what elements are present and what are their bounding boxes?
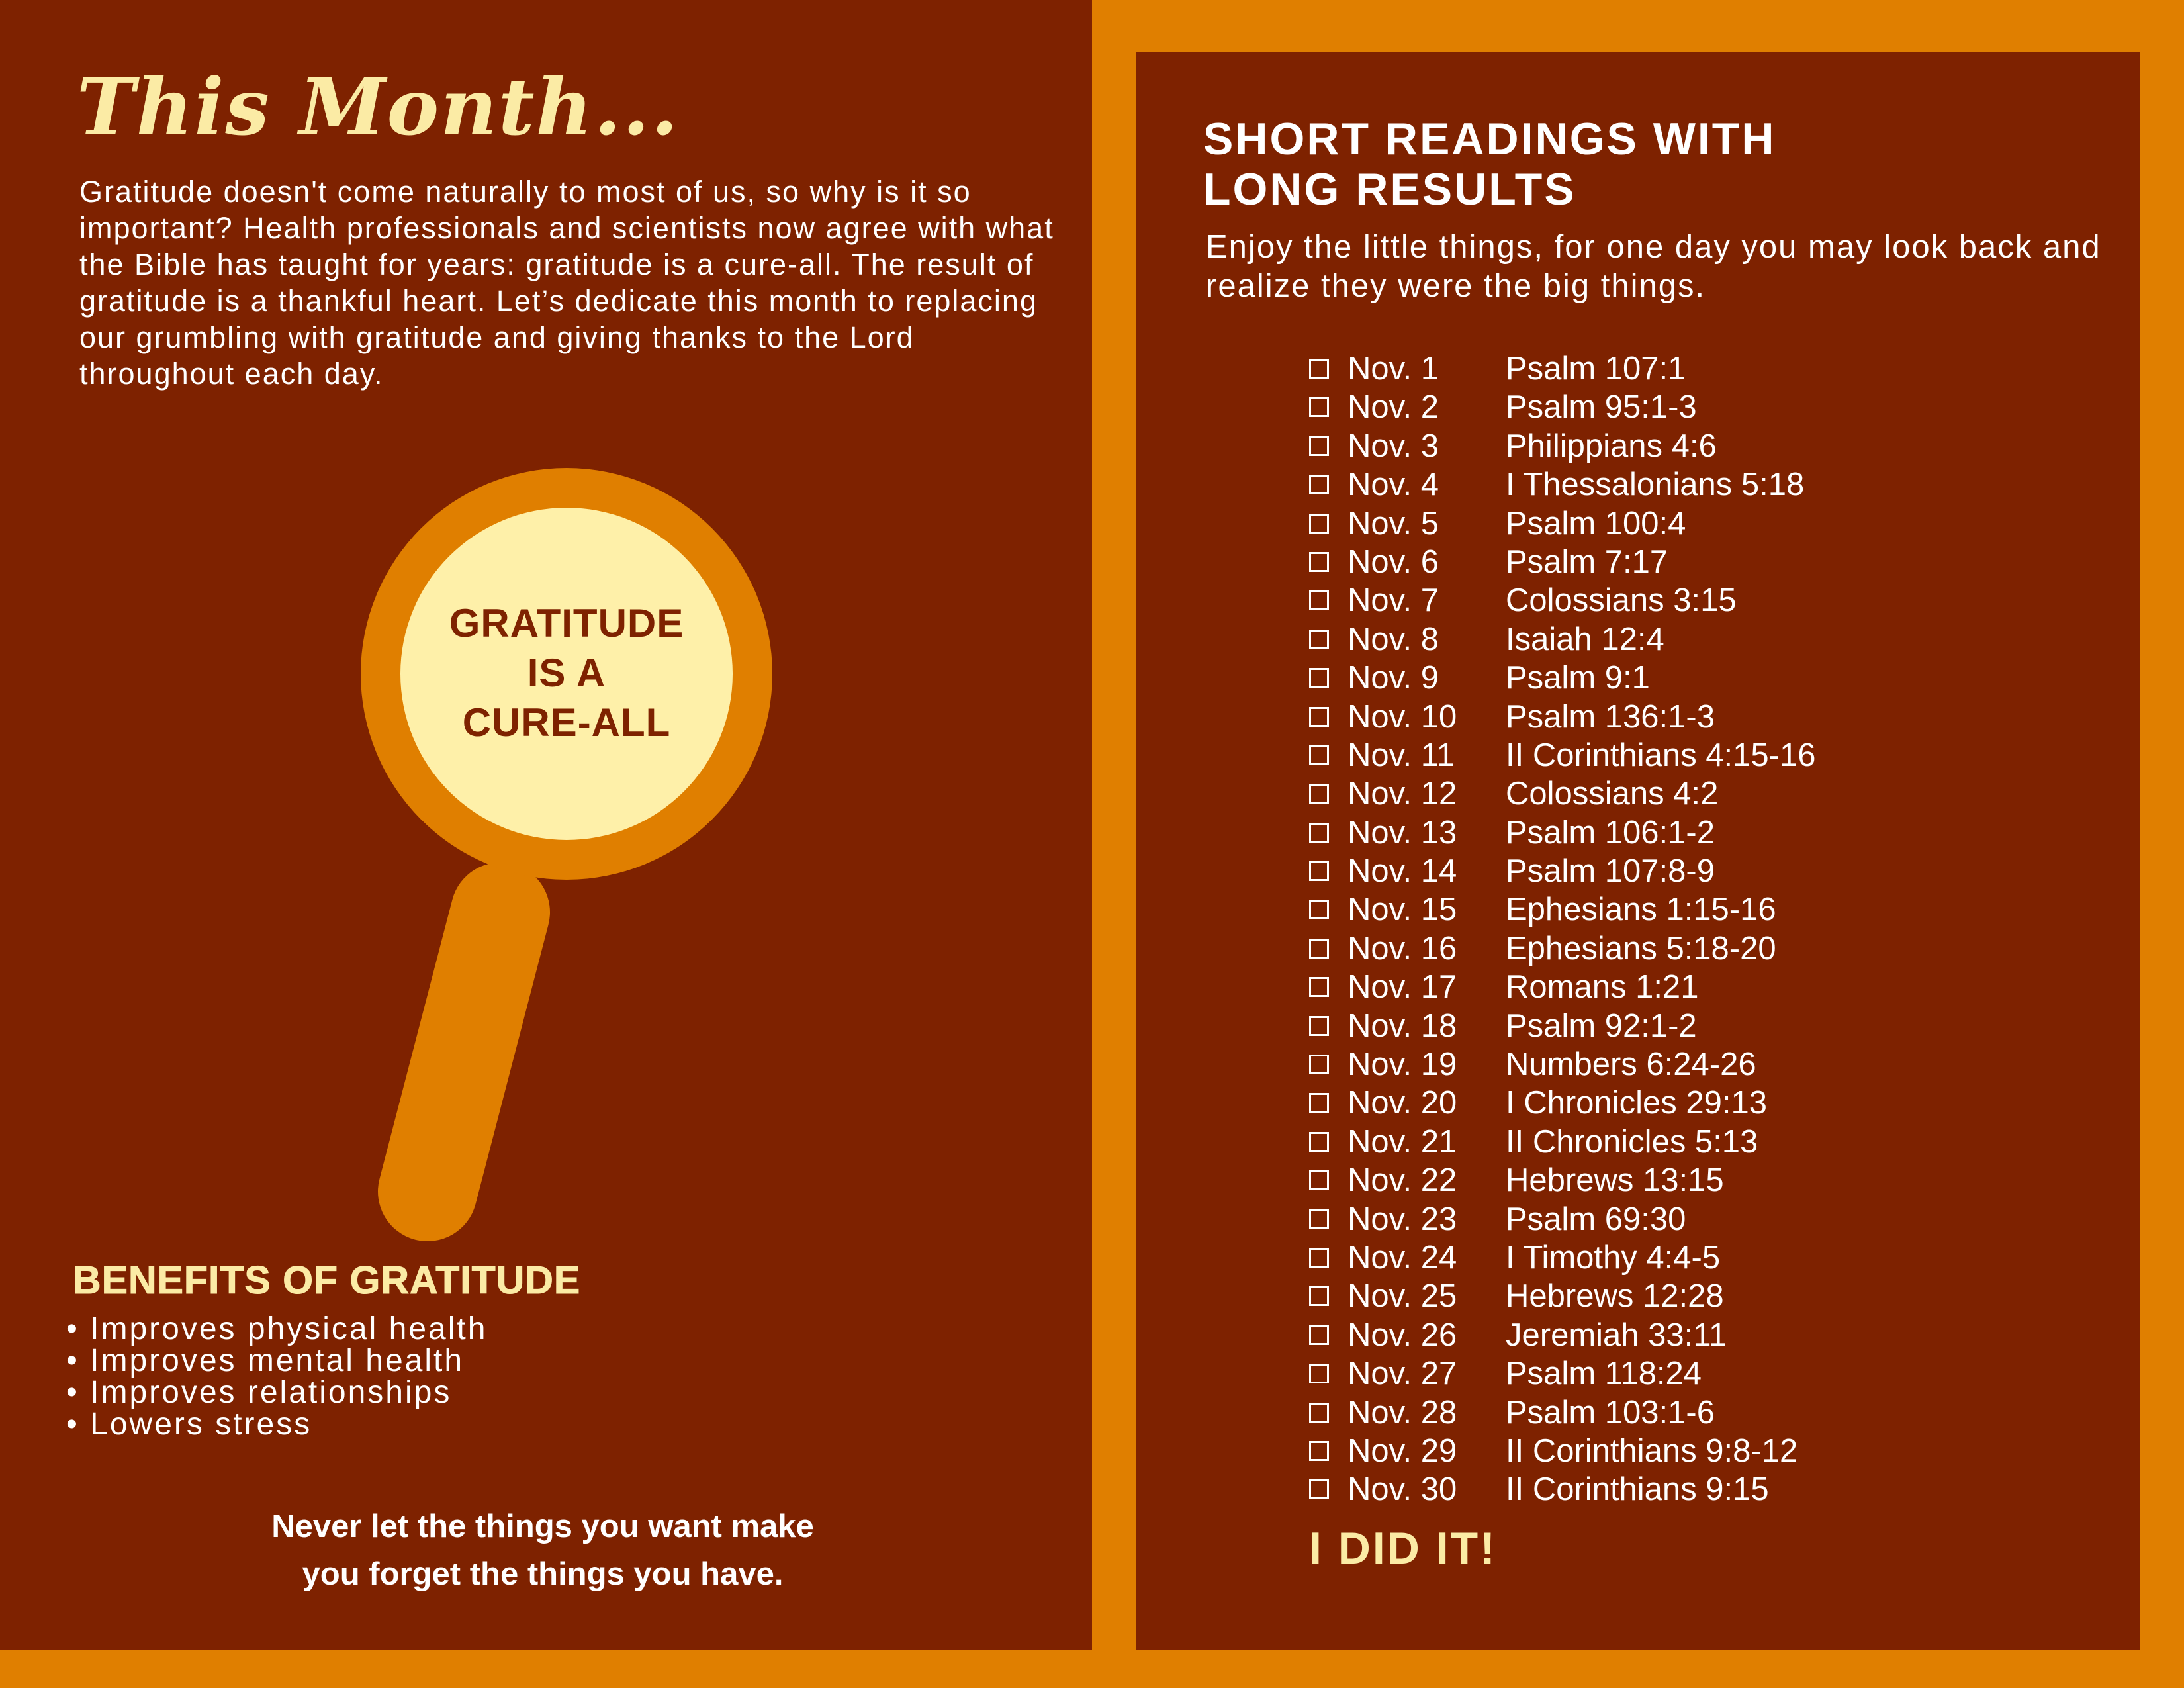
checkbox-icon[interactable] [1309, 1209, 1329, 1229]
reading-date: Nov. 29 [1347, 1432, 1457, 1469]
checkbox-icon[interactable] [1309, 1325, 1329, 1345]
checkbox-icon[interactable] [1309, 590, 1329, 610]
reading-date: Nov. 16 [1347, 930, 1457, 966]
reading-reference: Psalm 118:24 [1506, 1356, 1702, 1392]
checkbox-icon[interactable] [1309, 939, 1329, 959]
reading-date: Nov. 23 [1347, 1201, 1457, 1237]
benefit-item: • Lowers stress [66, 1409, 487, 1440]
reading-date: Nov. 25 [1347, 1278, 1457, 1315]
checkbox-icon[interactable] [1309, 668, 1329, 688]
benefits-list [66, 1313, 487, 1440]
checkbox-icon[interactable] [1309, 1479, 1329, 1499]
reading-date: Nov. 20 [1347, 1085, 1457, 1121]
heading-line: SHORT READINGS WITH [1203, 114, 1776, 164]
reading-reference: Philippians 4:6 [1506, 428, 1717, 464]
reading-reference: II Corinthians 4:15-16 [1506, 737, 1816, 773]
reading-reference: Psalm 9:1 [1506, 660, 1650, 696]
readings-heading [1203, 114, 1776, 214]
benefits-heading: BENEFITS OF GRATITUDE [73, 1258, 581, 1302]
reading-date: Nov. 12 [1347, 776, 1457, 812]
readings-intro: Enjoy the little things, for one day you may look back and realize they were the big things. [1206, 229, 2101, 304]
reading-date: Nov. 2 [1347, 389, 1439, 426]
reading-date: Nov. 19 [1347, 1047, 1457, 1083]
reading-date: Nov. 21 [1347, 1123, 1457, 1160]
reading-date: Nov. 17 [1347, 969, 1457, 1006]
lens-label [401, 598, 732, 747]
checkbox-icon[interactable] [1309, 1055, 1329, 1074]
reading-reference: Psalm 136:1-3 [1506, 698, 1715, 735]
quote-line: Never let the things you want make [271, 1509, 814, 1544]
reading-reference: Jeremiah 33:11 [1506, 1317, 1727, 1353]
reading-reference: Psalm 107:8-9 [1506, 853, 1715, 890]
reading-date: Nov. 30 [1347, 1472, 1457, 1508]
completion-label: I DID IT! [1309, 1523, 1497, 1573]
reading-reference: Romans 1:21 [1506, 969, 1699, 1006]
reading-reference: Numbers 6:24-26 [1506, 1047, 1756, 1083]
checkbox-icon[interactable] [1309, 436, 1329, 456]
reading-date: Nov. 10 [1347, 698, 1457, 735]
reading-reference: Psalm 92:1-2 [1506, 1008, 1697, 1044]
checkbox-icon[interactable] [1309, 1093, 1329, 1113]
reading-reference: I Chronicles 29:13 [1506, 1085, 1767, 1121]
reading-reference: Ephesians 1:15-16 [1506, 892, 1776, 928]
reading-date: Nov. 11 [1347, 737, 1455, 773]
lens-line: IS A [527, 651, 606, 695]
intro-paragraph: Gratitude doesn't come naturally to most of us, so why is it so important? Health professionals and scientists now agree with what the Bible has taught for years: gratitude is a cure-all. The result of gratitude is a thankful heart. Let’s dedicate this month to replacing our grumbling with gratitude and giving thanks to the Lord throughout each day. [79, 175, 1054, 391]
reading-reference: Psalm 95:1-3 [1506, 389, 1697, 426]
checkbox-icon[interactable] [1309, 977, 1329, 997]
checkbox-icon[interactable] [1309, 359, 1329, 379]
checkbox-icon[interactable] [1309, 1403, 1329, 1423]
reading-date: Nov. 26 [1347, 1317, 1457, 1353]
reading-date: Nov. 6 [1347, 543, 1439, 580]
checkbox-icon[interactable] [1309, 397, 1329, 417]
reading-date: Nov. 13 [1347, 814, 1457, 851]
checkbox-icon[interactable] [1309, 1132, 1329, 1152]
benefit-item: • Improves relationships [66, 1377, 487, 1409]
reading-reference: II Corinthians 9:15 [1506, 1472, 1769, 1508]
reading-reference: Ephesians 5:18-20 [1506, 930, 1776, 966]
checkbox-icon[interactable] [1309, 1286, 1329, 1306]
reading-reference: II Chronicles 5:13 [1506, 1123, 1758, 1160]
reading-reference: Psalm 107:1 [1506, 351, 1686, 387]
quote [165, 1503, 920, 1598]
reading-date: Nov. 27 [1347, 1356, 1457, 1392]
heading-line: LONG RESULTS [1203, 164, 1576, 214]
checkbox-icon[interactable] [1309, 552, 1329, 572]
reading-date: Nov. 3 [1347, 428, 1439, 464]
reading-date: Nov. 24 [1347, 1239, 1457, 1276]
reading-date: Nov. 9 [1347, 660, 1439, 696]
checkbox-icon[interactable] [1309, 1170, 1329, 1190]
reading-date: Nov. 15 [1347, 892, 1457, 928]
reading-reference: Psalm 69:30 [1506, 1201, 1686, 1237]
checkbox-icon[interactable] [1309, 1016, 1329, 1036]
reading-date: Nov. 7 [1347, 583, 1439, 619]
reading-reference: Psalm 100:4 [1506, 505, 1686, 541]
checkbox-icon[interactable] [1309, 1248, 1329, 1268]
reading-reference: Psalm 103:1-6 [1506, 1394, 1715, 1430]
benefit-item: • Improves mental health [66, 1345, 487, 1377]
checkbox-icon[interactable] [1309, 900, 1329, 919]
reading-reference: I Timothy 4:4-5 [1506, 1239, 1721, 1276]
checkbox-icon[interactable] [1309, 514, 1329, 534]
reading-date: Nov. 1 [1347, 351, 1439, 387]
reading-date: Nov. 18 [1347, 1008, 1457, 1044]
reading-reference: Hebrews 13:15 [1506, 1162, 1724, 1199]
lens-line: GRATITUDE [449, 601, 684, 645]
reading-date: Nov. 14 [1347, 853, 1457, 890]
reading-reference: I Thessalonians 5:18 [1506, 467, 1805, 503]
checkbox-icon[interactable] [1309, 475, 1329, 494]
checkbox-icon[interactable] [1309, 745, 1329, 765]
reading-date: Nov. 22 [1347, 1162, 1457, 1199]
checkbox-icon[interactable] [1309, 784, 1329, 804]
reading-date: Nov. 8 [1347, 621, 1439, 657]
checkbox-icon[interactable] [1309, 707, 1329, 727]
reading-date: Nov. 28 [1347, 1394, 1457, 1430]
reading-reference: II Corinthians 9:8-12 [1506, 1432, 1798, 1469]
lens-line: CURE-ALL [462, 700, 671, 745]
reading-reference: Psalm 106:1-2 [1506, 814, 1715, 851]
checkbox-icon[interactable] [1309, 1364, 1329, 1383]
checkbox-icon[interactable] [1309, 1441, 1329, 1461]
checkbox-icon[interactable] [1309, 861, 1329, 881]
reading-reference: Colossians 3:15 [1506, 583, 1737, 619]
benefit-item: • Improves physical health [66, 1313, 487, 1345]
reading-reference: Colossians 4:2 [1506, 776, 1719, 812]
checkbox-icon[interactable] [1309, 630, 1329, 649]
reading-date: Nov. 5 [1347, 505, 1439, 541]
quote-line: you forget the things you have. [302, 1556, 784, 1592]
page-title: This Month... [77, 61, 680, 153]
reading-reference: Hebrews 12:28 [1506, 1278, 1724, 1315]
checkbox-icon[interactable] [1309, 823, 1329, 843]
reading-date: Nov. 4 [1347, 467, 1439, 503]
reading-reference: Psalm 7:17 [1506, 543, 1668, 580]
reading-reference: Isaiah 12:4 [1506, 621, 1664, 657]
